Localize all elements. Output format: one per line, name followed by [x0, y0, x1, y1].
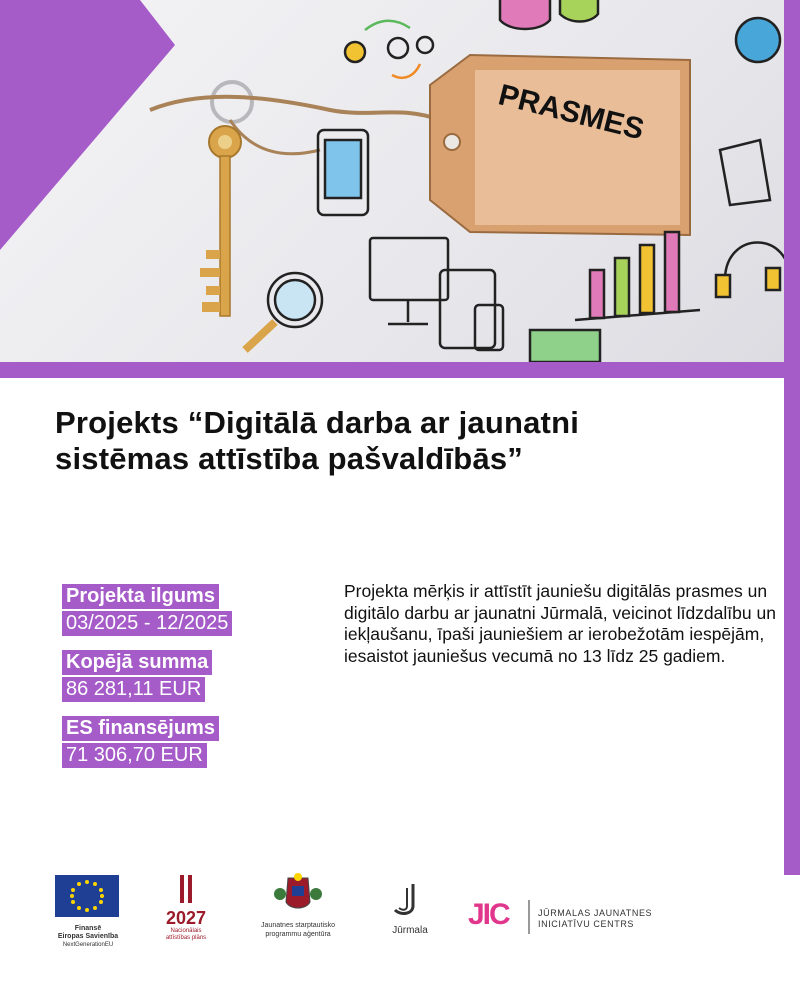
key-ring-icon [212, 82, 252, 122]
info-label: Projekta ilgums [62, 584, 219, 609]
sponsor-logos [0, 860, 784, 970]
jurmala-mark-icon [385, 880, 435, 920]
agency-text-line1: Jaunatnes starptautisko [261, 922, 335, 929]
info-value: 71 306,70 EUR [62, 743, 207, 768]
nap-bars-icon [158, 875, 214, 903]
info-total-sum [62, 650, 292, 702]
money-icon [530, 330, 600, 362]
jic-text-block [538, 908, 678, 930]
info-label: Kopējā summa [62, 650, 212, 675]
jic-logo [468, 898, 528, 944]
globe-icon [736, 18, 780, 62]
info-value: 86 281,11 EUR [62, 677, 205, 702]
project-info [62, 584, 292, 782]
jic-divider [528, 900, 530, 934]
info-value: 03/2025 - 12/2025 [62, 611, 232, 636]
side-accent-bar [784, 0, 800, 875]
nap-text-line1: Nacionālais [170, 928, 202, 934]
nap-year: 2027 [165, 908, 207, 928]
nap-text-line2: attīstības plāns [165, 935, 207, 941]
jurmala-logo [385, 880, 435, 937]
string [150, 97, 440, 120]
eu-text-line3: NextGenerationEU [62, 942, 114, 948]
nap-logo [158, 875, 214, 942]
monitor-icon [370, 238, 448, 300]
project-description: Projekta mērķis ir attīstīt jauniešu digitālās prasmes un digitālo darbu ar jaunatni Jūrmalā, veicinot līdzdalību un iekļaušanu, īpaši jauniešiem ar ierobežotām iespējām, iesaistot jauniešus vecumā no 13 līdz 25 gadiem. [344, 581, 776, 666]
info-eu-funding [62, 716, 292, 768]
agency-text-line2: programmu aģentūra [265, 931, 331, 938]
info-duration [62, 584, 292, 636]
tag-icon [430, 55, 690, 235]
hero-illustration [0, 0, 784, 362]
jurmala-text: Jūrmala [392, 925, 428, 936]
purple-corner-shape [0, 0, 175, 250]
jic-text-line1: JŪRMALAS JAUNATNES [538, 908, 653, 918]
speech-bubble-icon [500, 0, 550, 29]
jic-mark: JIC [468, 898, 509, 931]
gear-icon [388, 38, 408, 58]
info-label: ES finansējums [62, 716, 219, 741]
eu-flag-icon [55, 875, 119, 917]
phone-small-icon [475, 305, 503, 350]
coat-of-arms-icon [248, 872, 348, 916]
lightbulb-icon [345, 42, 365, 62]
hero-image [0, 0, 784, 362]
divider-strip [0, 362, 800, 378]
folder-icon [720, 140, 770, 205]
eu-text-line2: Eiropas Savienība [57, 933, 119, 940]
eu-logo [55, 875, 121, 949]
jic-text-line2: INICIATĪVU CENTRS [538, 919, 635, 929]
page-title: Projekts “Digitālā darba ar jaunatni sistēmas attīstība pašvaldībās” [55, 405, 580, 476]
agency-logo [248, 872, 348, 939]
key-icon [200, 126, 241, 316]
eu-text-line1: Finansē [74, 925, 102, 932]
tag-text: PRASMES [495, 78, 648, 147]
